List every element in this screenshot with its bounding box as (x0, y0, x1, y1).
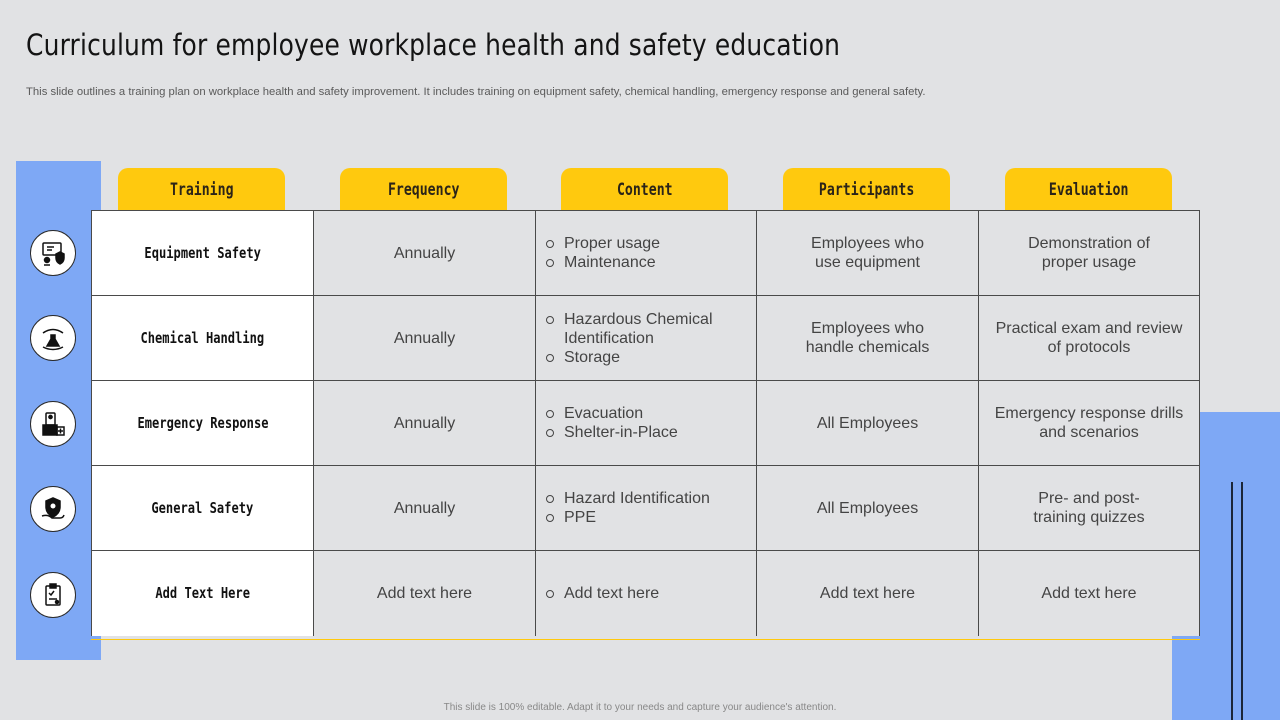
shield-hand-icon (30, 486, 76, 532)
header-evaluation: Evaluation (1005, 168, 1172, 210)
content-bullet: Maintenance (546, 253, 660, 272)
content-cell (535, 551, 756, 636)
content-cell (535, 381, 756, 466)
header-training: Training (118, 168, 285, 210)
participants-cell: All Employees (756, 466, 978, 551)
frequency-cell: Annually (313, 381, 535, 466)
evaluation-cell: Demonstration of proper usage (978, 211, 1200, 296)
safety-presentation-icon (30, 230, 76, 276)
participants-cell: Add text here (756, 551, 978, 636)
participants-cell: Employees who use equipment (756, 211, 978, 296)
table-row (91, 466, 1200, 551)
content-bullet: Hazard Identification (546, 489, 710, 508)
table-row (91, 296, 1200, 381)
content-bullet: Shelter-in-Place (546, 423, 678, 442)
header-participants: Participants (783, 168, 950, 210)
content-bullet: PPE (546, 508, 710, 527)
chemical-hand-icon (30, 315, 76, 361)
decorative-vertical-line (1241, 482, 1243, 720)
training-cell: General Safety (91, 466, 313, 551)
evaluation-cell: Emergency response drills and scenarios (978, 381, 1200, 466)
slide-subtitle: This slide outlines a training plan on workplace health and safety improvement. It includes training on equipment safety, chemical handling, emergency response and general safety. (26, 86, 926, 98)
table-row (91, 381, 1200, 466)
content-bullet: Storage (546, 348, 716, 367)
training-cell: Equipment Safety (91, 211, 313, 296)
header-content: Content (561, 168, 728, 210)
content-bullet: Hazardous Chemical Identification (546, 310, 716, 348)
training-cell: Chemical Handling (91, 296, 313, 381)
content-cell (535, 466, 756, 551)
frequency-cell: Add text here (313, 551, 535, 636)
training-cell: Add Text Here (91, 551, 313, 636)
slide-title: Curriculum for employee workplace health and safety education (26, 28, 841, 62)
training-table (91, 210, 1200, 640)
content-cell (535, 211, 756, 296)
content-bullet: Proper usage (546, 234, 660, 253)
table-row (91, 211, 1200, 296)
content-bullet: Add text here (546, 584, 659, 603)
slide-footer: This slide is 100% editable. Adapt it to your needs and capture your audience's attention. (443, 702, 837, 713)
participants-cell: All Employees (756, 381, 978, 466)
first-aid-kit-icon (30, 401, 76, 447)
content-cell (535, 296, 756, 381)
training-cell: Emergency Response (91, 381, 313, 466)
participants-cell: Employees who handle chemicals (756, 296, 978, 381)
content-bullet: Evacuation (546, 404, 678, 423)
frequency-cell: Annually (313, 466, 535, 551)
frequency-cell: Annually (313, 211, 535, 296)
header-frequency: Frequency (340, 168, 507, 210)
evaluation-cell: Practical exam and review of protocols (978, 296, 1200, 381)
table-row (91, 551, 1200, 636)
clipboard-icon (30, 572, 76, 618)
evaluation-cell: Pre- and post- training quizzes (978, 466, 1200, 551)
decorative-vertical-line (1231, 482, 1233, 720)
frequency-cell: Annually (313, 296, 535, 381)
evaluation-cell: Add text here (978, 551, 1200, 636)
